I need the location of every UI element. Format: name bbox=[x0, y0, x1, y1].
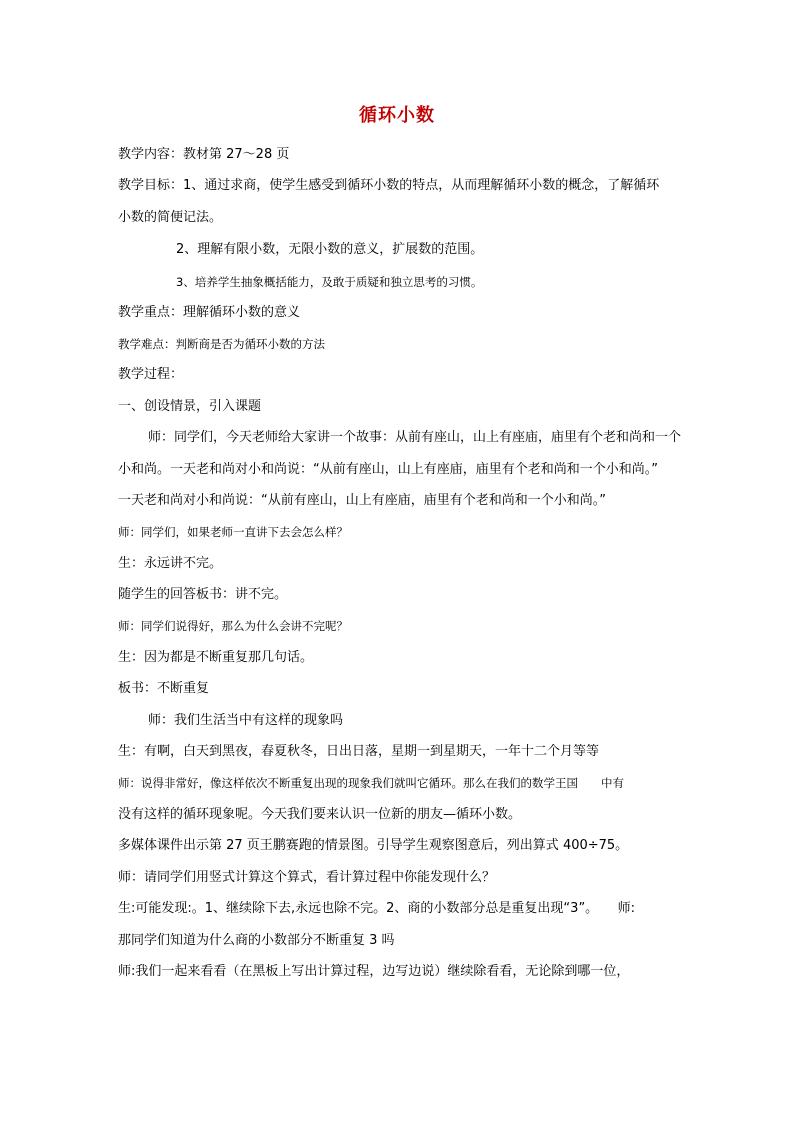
dialogue-line: 随学生的回答板书：讲不完。 bbox=[118, 587, 288, 602]
dialogue-line: 生：有啊，白天到黑夜，春夏秋冬，日出日落，星期一到星期天，一年十二个月等等 bbox=[118, 744, 600, 759]
teaching-goal-2: 2、理解有限小数，无限小数的意义，扩展数的范围。 bbox=[176, 242, 484, 257]
teaching-difficulty: 教学难点：判断商是否为循环小数的方法 bbox=[118, 337, 325, 351]
dialogue-line: 生：因为都是不断重复那几句话。 bbox=[118, 650, 314, 665]
dialogue-line: 师：同学们说得好，那么为什么会讲不完呢？ bbox=[118, 619, 348, 633]
dialogue-line: 生：永远讲不完。 bbox=[118, 556, 223, 571]
dialogue-line: 没有这样的循环现象呢。今天我们要来认识一位新的朋友—循环小数。 bbox=[118, 807, 522, 822]
dialogue-line: 多媒体课件出示第 27 页王鹏赛跑的情景图。引导学生观察图意后，列出算式 400÷75。 bbox=[118, 838, 629, 853]
story-line-1: 师：同学们，今天老师给大家讲一个故事：从前有座山，山上有座庙，庙里有个老和尚和一个 bbox=[148, 430, 682, 445]
teaching-process-heading: 教学过程： bbox=[118, 367, 184, 382]
teaching-goal-1: 教学目标：1、通过求商，使学生感受到循环小数的特点，从而理解循环小数的概念，了解循环 bbox=[118, 178, 660, 193]
teaching-focus: 教学重点：理解循环小数的意义 bbox=[118, 305, 301, 320]
story-line-2: 小和尚。一天老和尚对小和尚说：“从前有座山，山上有座庙，庙里有个老和尚和一个小和尚。” bbox=[118, 462, 658, 477]
dialogue-line: 师：我们生活当中有这样的现象吗 bbox=[148, 713, 344, 728]
dialogue-line: 师：同学们，如果老师一直讲下去会怎么样？ bbox=[118, 525, 348, 539]
dialogue-line: 师：请同学们用竖式计算这个算式，看计算过程中你能发现什么？ bbox=[118, 870, 496, 885]
dialogue-line: 师:我们一起来看看（在黑板上写出计算过程，边写边说）继续除看看，无论除到哪一位， bbox=[118, 964, 630, 979]
section-heading-1: 一、创设情景，引入课题 bbox=[118, 399, 262, 414]
teaching-goal-1-cont: 小数的简便记法。 bbox=[118, 210, 223, 225]
story-line-3: 一天老和尚对小和尚说：“从前有座山，山上有座庙，庙里有个老和尚和一个小和尚。” bbox=[118, 493, 606, 508]
document-title: 循环小数 bbox=[359, 105, 435, 126]
teaching-content: 教学内容：教材第 27～28 页 bbox=[118, 147, 290, 162]
dialogue-line: 师：说得非常好，像这样依次不断重复出现的现象我们就叫它循环。那么在我们的数学王国 中有 bbox=[118, 776, 624, 790]
teaching-goal-3: 3、培养学生抽象概括能力，及敢于质疑和独立思考的习惯。 bbox=[176, 275, 483, 289]
dialogue-line: 生:可能发现:。1、继续除下去,永远也除不完。2、商的小数部分总是重复出现“3”。 师: bbox=[118, 901, 636, 916]
dialogue-line: 那同学们知道为什么商的小数部分不断重复 3 吗 bbox=[118, 933, 395, 948]
dialogue-line: 板书：不断重复 bbox=[118, 681, 210, 696]
